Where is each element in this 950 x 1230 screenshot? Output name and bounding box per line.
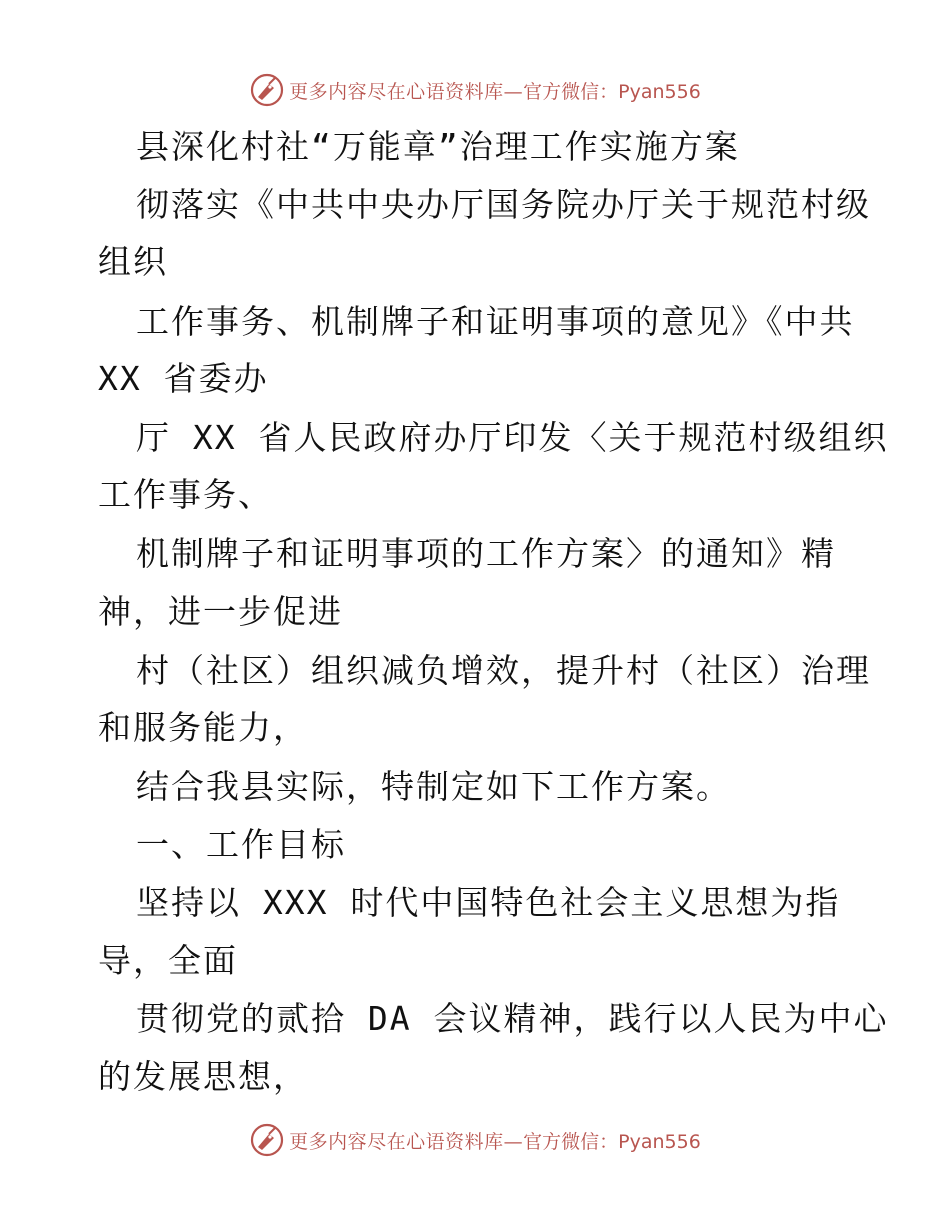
paragraph-line: 和服务能力， bbox=[98, 708, 308, 747]
document-title: 县深化村社“万能章”治理工作实施方案 bbox=[136, 127, 740, 166]
banner-wechat: 官方微信：Pyan556 bbox=[523, 80, 701, 103]
pen-nib-logo-icon bbox=[249, 1122, 285, 1158]
paragraph-line: 导，全面 bbox=[98, 941, 238, 980]
paragraph-line: 坚持以 XXX 时代中国特色社会主义思想为指 bbox=[136, 883, 841, 922]
paragraph-line: 工作事务、机制牌子和证明事项的意见》《中共 bbox=[136, 302, 855, 341]
banner-wechat: 官方微信：Pyan556 bbox=[523, 1130, 701, 1153]
section-heading: 一、工作目标 bbox=[136, 825, 346, 864]
banner-text: 更多内容尽在心语资料库— bbox=[289, 80, 524, 103]
paragraph-line: 神，进一步促进 bbox=[98, 592, 343, 631]
paragraph-line: 村（社区）组织减负增效，提升村（社区）治理 bbox=[136, 651, 871, 690]
paragraph-line: 的发展思想， bbox=[98, 1057, 308, 1096]
paragraph-line: 结合我县实际，特制定如下工作方案。 bbox=[136, 767, 731, 806]
paragraph-line: 机制牌子和证明事项的工作方案〉的通知》精 bbox=[136, 534, 836, 573]
paragraph-line: 贯彻党的贰拾 DA 会议精神，践行以人民为中心 bbox=[136, 999, 889, 1038]
paragraph-line: 组织 bbox=[98, 242, 168, 281]
footer-watermark-banner bbox=[0, 1118, 950, 1162]
paragraph-line: 彻落实《中共中央办厅国务院办厅关于规范村级 bbox=[136, 185, 871, 224]
banner-text: 更多内容尽在心语资料库— bbox=[289, 1130, 524, 1153]
paragraph-line: 厅 XX 省人民政府办厅印发〈关于规范村级组织 bbox=[136, 418, 889, 457]
paragraph-line: 工作事务、 bbox=[98, 475, 273, 514]
paragraph-line: XX 省委办 bbox=[98, 359, 269, 398]
